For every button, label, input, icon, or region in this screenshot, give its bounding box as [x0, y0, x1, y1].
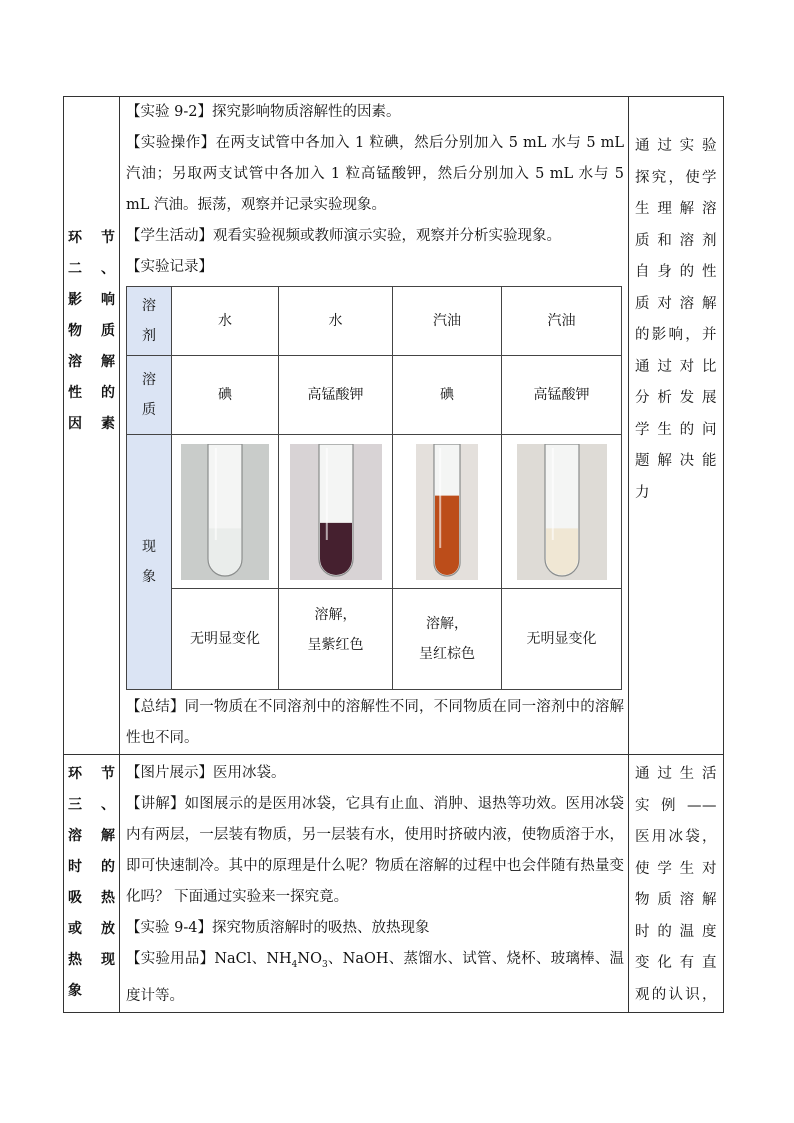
stage-label: 环节 三、 溶解 时的 吸热 或放 热现 象	[68, 766, 115, 999]
solvent-row	[127, 287, 622, 356]
phenomenon-image-row	[127, 435, 622, 589]
record-heading: 【实验记录】	[126, 259, 213, 275]
solute-label: 溶 质	[127, 356, 172, 435]
note-cell	[629, 97, 724, 755]
note-cell	[629, 755, 724, 1013]
stage-cell	[64, 97, 120, 755]
test-tube-image	[416, 444, 478, 580]
design-intent: 通过生活 实例—— 医用冰袋， 使学生对 物质溶解 时的温度 变化有直 观的认识，	[635, 766, 717, 1003]
solute-cell: 高锰酸钾	[502, 356, 622, 435]
solvent-label: 溶 剂	[127, 287, 172, 356]
result-cell: 无明显变化	[172, 589, 279, 690]
stage-label: 环节 二、 影响 物质 溶解 性的 因素	[68, 230, 115, 432]
row-stage-three	[64, 755, 724, 1013]
solvent-cell: 汽油	[502, 287, 622, 356]
experiment-materials: 【实验用品】NaCl、$NH_4NO_3$、NaOH、蒸馏水、试管、烧杯、玻璃棒、温度计等。	[126, 951, 624, 1004]
lecture: 【讲解】如图展示的是医用冰袋，它具有止血、消肿、退热等功效。医用冰袋内有两层，一层装有物质，另一层装有水，使用时挤破内液，使物质溶于水，即可快速制冷。其中的原理是什么呢？物质在溶解的过程中也会伴随有热量变化吗？ 下面通过实验来一探究竟。	[126, 796, 625, 905]
experiment-title: 【实验 9-2】探究影响物质溶解性的因素。	[126, 104, 401, 120]
solute-cell: 碘	[172, 356, 279, 435]
experiment-operation: 【实验操作】在两支试管中各加入 1 粒碘，然后分别加入 5 mL 水与 5 mL 汽油；另取两支试管中各加入 1 粒高锰酸钾，然后分别加入 5 mL 水与 5 mL 汽油。振荡，观察并记录实验现象。	[126, 135, 625, 213]
test-tube-image	[181, 444, 269, 580]
result-cell: 溶解， 呈紫红色	[279, 589, 393, 690]
test-tube-image	[290, 444, 382, 580]
experiment-title: 【实验 9-4】探究物质溶解时的吸热、放热现象	[126, 920, 430, 936]
solute-cell: 碘	[393, 356, 502, 435]
result-cell: 溶解， 呈红棕色	[393, 589, 502, 690]
test-tube-image	[517, 444, 607, 580]
student-activity: 【学生活动】观看实验视频或教师演示实验，观察并分析实验现象。	[126, 228, 561, 244]
solvent-cell: 水	[279, 287, 393, 356]
design-intent: 通过实验 探究，使学 生理解溶 质和溶剂 自身的性 质对溶解 的影响，并 通过对比 分析发展 学生的问 题解决能 力	[635, 138, 717, 501]
phenomenon-label: 现 象	[127, 435, 172, 690]
experiment-record-table	[126, 286, 622, 690]
content-cell	[120, 755, 629, 1013]
phenomenon-text-row	[127, 589, 622, 690]
tube-photo-cell	[393, 435, 502, 589]
solute-cell: 高锰酸钾	[279, 356, 393, 435]
lesson-plan-table	[63, 96, 724, 1013]
tube-photo-cell	[279, 435, 393, 589]
content-cell	[120, 97, 629, 755]
solvent-cell: 汽油	[393, 287, 502, 356]
summary: 【总结】同一物质在不同溶剂中的溶解性不同，不同物质在同一溶剂中的溶解性也不同。	[126, 699, 625, 746]
stage-cell	[64, 755, 120, 1013]
row-stage-two	[64, 97, 724, 755]
solute-row	[127, 356, 622, 435]
result-cell: 无明显变化	[502, 589, 622, 690]
solvent-cell: 水	[172, 287, 279, 356]
tube-photo-cell	[172, 435, 279, 589]
picture-display: 【图片展示】医用冰袋。	[126, 765, 286, 781]
tube-photo-cell	[502, 435, 622, 589]
